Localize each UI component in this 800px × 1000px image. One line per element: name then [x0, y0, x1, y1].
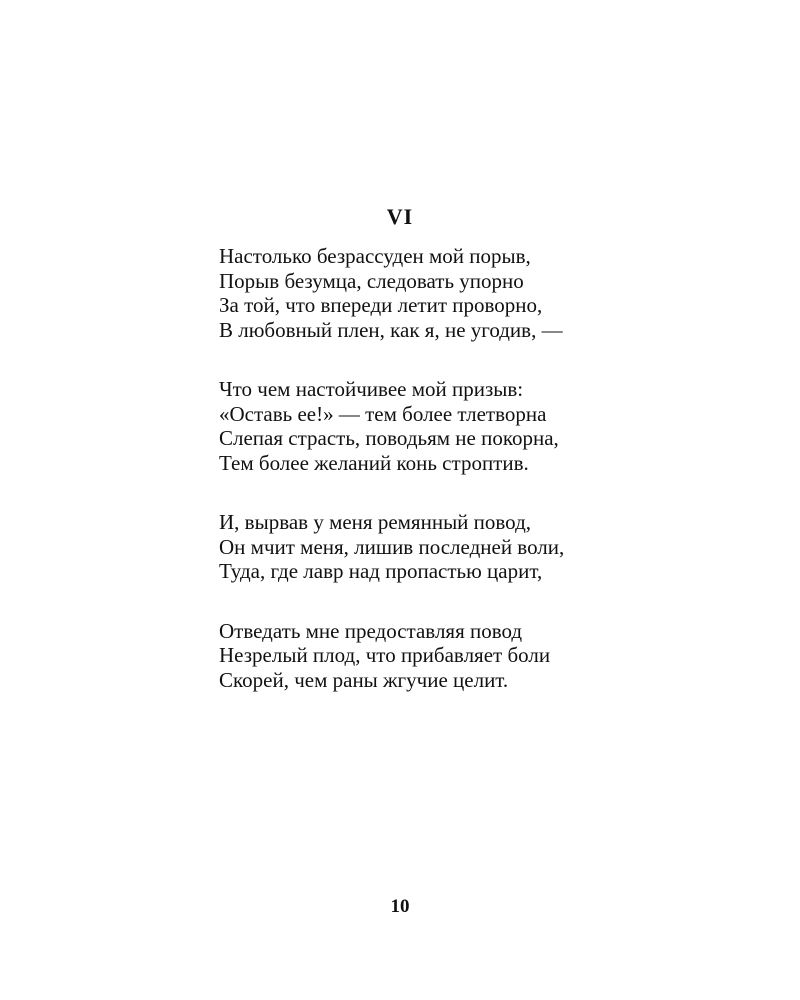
poem-line: Настолько безрассуден мой порыв,	[219, 244, 531, 268]
poem-line: Он мчит меня, лишив последней воли,	[219, 534, 565, 559]
poem-line: В любовный плен, как я, не угодив, —	[219, 317, 563, 342]
stanza-2	[219, 377, 659, 475]
poem-line: И, вырвав у меня ремянный повод,	[219, 510, 532, 534]
stanza-4	[219, 619, 659, 693]
poem-line: Туда, где лавр над пропастью царит,	[219, 559, 543, 583]
poem-body	[219, 244, 659, 727]
poem-line: Что чем настойчивее мой призыв:	[219, 377, 524, 401]
poem-line: За той, что впереди летит проворно,	[219, 293, 543, 317]
poem-line: Порыв безумца, следовать упорно	[219, 268, 524, 293]
poem-line: Тем более желаний конь строптив.	[219, 450, 529, 475]
poem-title: VI	[386, 204, 414, 229]
poem-line: «Оставь ее!» — тем более тлетворна	[219, 401, 547, 426]
stanza-1	[219, 244, 659, 342]
poem-line: Незрелый плод, что прибавляет боли	[219, 643, 551, 667]
page-number: 10	[390, 896, 410, 917]
poem-line: Отведать мне предоставляя повод	[219, 618, 523, 643]
poem-line: Скорей, чем раны жгучие целит.	[219, 667, 509, 692]
poem-line: Слепая страсть, поводьям не покорна,	[219, 426, 559, 450]
stanza-3	[219, 510, 659, 584]
